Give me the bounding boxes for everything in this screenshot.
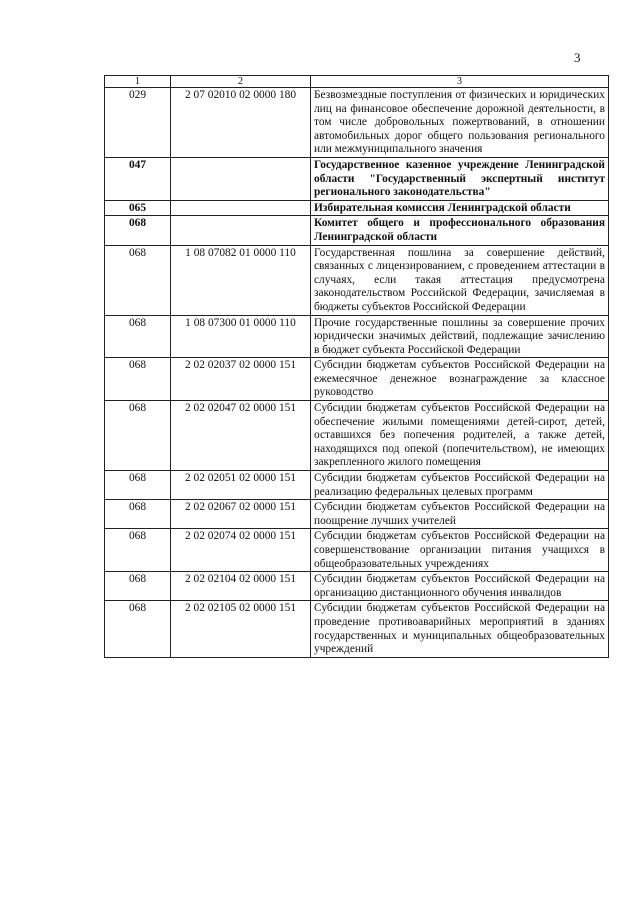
revenue-code-cell: 2 02 02067 02 0000 151	[171, 500, 311, 529]
revenue-name-cell: Субсидии бюджетам субъектов Российской Федерации на организацию дистанционного обучения инвалидов	[311, 572, 609, 601]
revenue-name-cell: Субсидии бюджетам субъектов Российской Федерации на ежемесячное денежное вознаграждение за классное руководство	[311, 358, 609, 401]
revenue-code-cell: 1 08 07082 01 0000 110	[171, 245, 311, 315]
revenue-code-cell: 2 02 02105 02 0000 151	[171, 601, 311, 657]
revenue-name-cell: Прочие государственные пошлины за совершение прочих юридически значимых действий, подлежащие зачислению в бюджет субъекта Российской Федерации	[311, 315, 609, 358]
revenue-name-cell: Государственная пошлина за совершение действий, связанных с лицензированием, с проведением аттестации в случаях, если такая аттестация предусмотрена законодательством Российской Федерации, зачисляемая в бюджеты субъектов Российской Федерации	[311, 245, 609, 315]
admin-code-cell: 068	[105, 601, 171, 657]
admin-code-cell: 068	[105, 529, 171, 572]
table-row	[105, 245, 609, 315]
revenue-code-cell: 2 02 02047 02 0000 151	[171, 401, 311, 471]
admin-code-cell: 068	[105, 216, 171, 245]
table-row	[105, 471, 609, 500]
admin-code-cell: 029	[105, 88, 171, 158]
revenue-name-cell: Субсидии бюджетам субъектов Российской Федерации на проведение противоаварийных мероприятий в зданиях государственных и муниципальных общеобразовательных учреждений	[311, 601, 609, 657]
page-number: 3	[574, 50, 581, 65]
admin-code-cell: 068	[105, 401, 171, 471]
admin-code-cell: 065	[105, 200, 171, 216]
column-header-2: 2	[171, 76, 311, 88]
revenue-name-cell: Субсидии бюджетам субъектов Российской Федерации на реализацию федеральных целевых программ	[311, 471, 609, 500]
revenue-name-cell: Субсидии бюджетам субъектов Российской Федерации на поощрение лучших учителей	[311, 500, 609, 529]
revenue-name-cell: Государственное казенное учреждение Ленинградской области "Государственный экспертный институт регионального законодательства"	[311, 157, 609, 200]
table-row	[105, 358, 609, 401]
revenue-code-cell: 2 02 02051 02 0000 151	[171, 471, 311, 500]
table-row	[105, 315, 609, 358]
revenue-code-cell: 2 02 02037 02 0000 151	[171, 358, 311, 401]
table-row	[105, 500, 609, 529]
table-row	[105, 572, 609, 601]
revenue-name-cell: Избирательная комиссия Ленинградской области	[311, 200, 609, 216]
revenue-code-cell: 2 02 02104 02 0000 151	[171, 572, 311, 601]
column-header-3: 3	[311, 76, 609, 88]
admin-code-cell: 068	[105, 471, 171, 500]
table-row	[105, 200, 609, 216]
admin-code-cell: 068	[105, 358, 171, 401]
table-row	[105, 529, 609, 572]
admin-code-cell: 047	[105, 157, 171, 200]
table-row	[105, 88, 609, 158]
column-header-1: 1	[105, 76, 171, 88]
table-row	[105, 401, 609, 471]
admin-code-cell: 068	[105, 500, 171, 529]
revenue-code-cell: 1 08 07300 01 0000 110	[171, 315, 311, 358]
revenue-name-cell: Субсидии бюджетам субъектов Российской Федерации на совершенствование организации питания учащихся в общеобразовательных учреждениях	[311, 529, 609, 572]
revenue-code-cell: 2 07 02010 02 0000 180	[171, 88, 311, 158]
revenue-codes-table	[104, 75, 609, 658]
admin-code-cell: 068	[105, 315, 171, 358]
revenue-code-cell: 2 02 02074 02 0000 151	[171, 529, 311, 572]
revenue-name-cell: Субсидии бюджетам субъектов Российской Федерации на обеспечение жилыми помещениями детей-сирот, детей, оставшихся без попечения родителей, а также детей, находящихся под опекой (попечительством), не имеющих закрепленного жилого помещения	[311, 401, 609, 471]
table-body	[105, 76, 609, 658]
table-row	[105, 157, 609, 200]
admin-code-cell: 068	[105, 245, 171, 315]
revenue-code-cell	[171, 216, 311, 245]
revenue-name-cell: Комитет общего и профессионального образования Ленинградской области	[311, 216, 609, 245]
revenue-code-cell	[171, 200, 311, 216]
table-header-row	[105, 76, 609, 88]
table-row	[105, 216, 609, 245]
revenue-code-cell	[171, 157, 311, 200]
admin-code-cell: 068	[105, 572, 171, 601]
table-row	[105, 601, 609, 657]
revenue-name-cell: Безвозмездные поступления от физических и юридических лиц на финансовое обеспечение дорожной деятельности, в том числе добровольных пожертвований, в отношении автомобильных дорог общего пользования регионального или межмуниципального значения	[311, 88, 609, 158]
